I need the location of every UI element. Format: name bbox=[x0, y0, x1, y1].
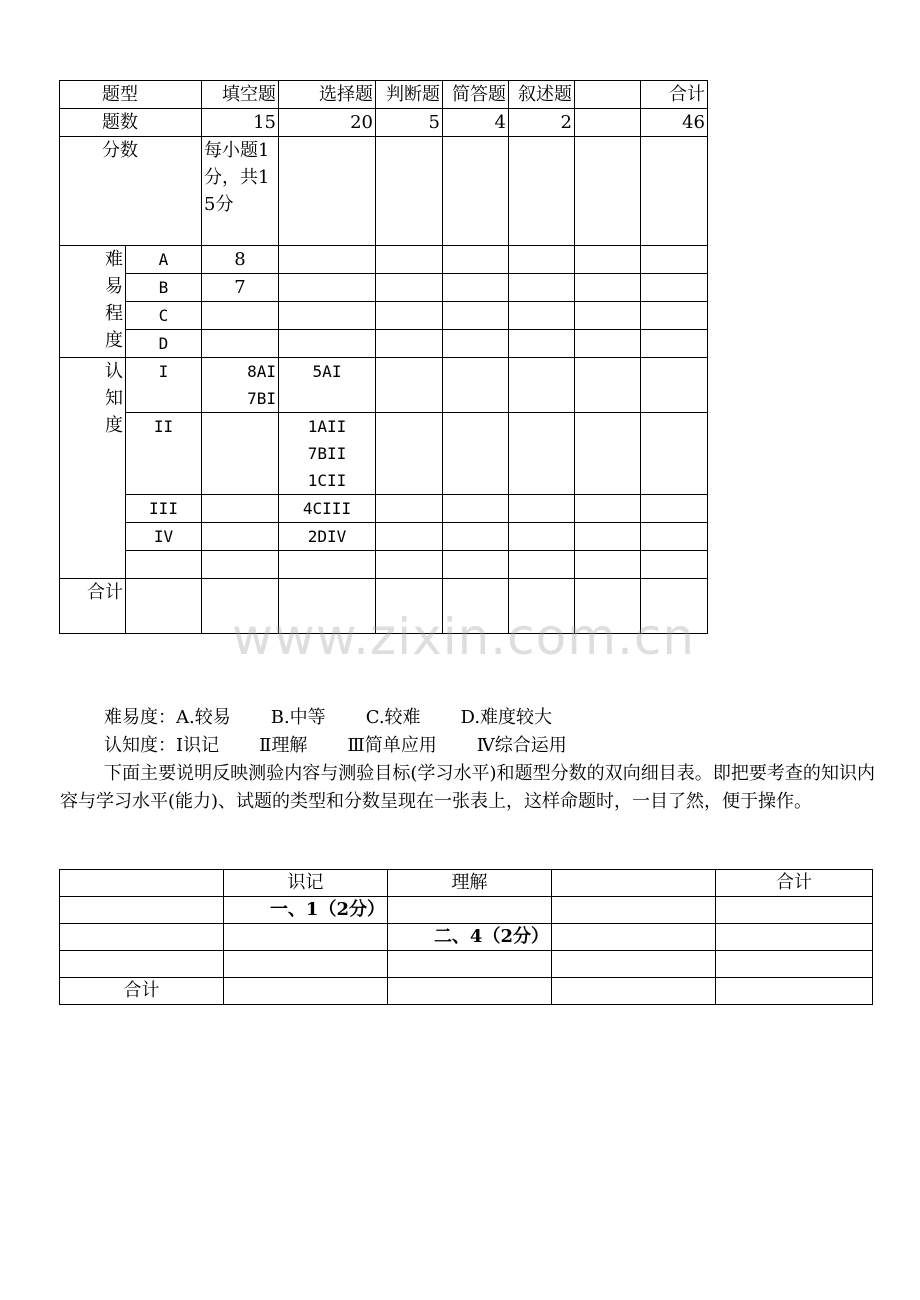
count-cell: 15 bbox=[202, 109, 279, 137]
empty-cell bbox=[376, 302, 443, 330]
table-row bbox=[60, 897, 873, 924]
difficulty-row bbox=[60, 274, 708, 302]
empty-cell bbox=[509, 413, 575, 495]
empty-cell bbox=[509, 579, 575, 634]
empty-cell bbox=[443, 523, 509, 551]
difficulty-row bbox=[60, 302, 708, 330]
header-total: 合计 bbox=[716, 870, 873, 897]
difficulty-label: 难易程度 bbox=[60, 246, 126, 358]
legend-item: Ⅰ识记 bbox=[176, 735, 220, 756]
cognition-row bbox=[60, 358, 708, 413]
empty-cell bbox=[575, 551, 641, 579]
cognition-legend-prefix: 认知度： bbox=[104, 735, 176, 756]
empty-cell bbox=[60, 897, 224, 924]
difficulty-fill: 7 bbox=[202, 274, 279, 302]
empty-cell bbox=[509, 358, 575, 413]
count-cell: 5 bbox=[376, 109, 443, 137]
empty-cell bbox=[641, 523, 708, 551]
cognition-level: II bbox=[126, 413, 202, 495]
cognition-row bbox=[60, 413, 708, 495]
item-cell: 二、4（2分） bbox=[388, 924, 552, 951]
empty-cell bbox=[509, 137, 575, 246]
difficulty-level: B bbox=[126, 274, 202, 302]
empty-cell bbox=[509, 551, 575, 579]
header-cell bbox=[60, 870, 224, 897]
empty-cell bbox=[388, 951, 552, 978]
empty-cell bbox=[509, 246, 575, 274]
difficulty-legend bbox=[60, 704, 875, 732]
empty-cell bbox=[376, 413, 443, 495]
empty-cell bbox=[509, 523, 575, 551]
header-cell bbox=[552, 870, 716, 897]
empty-cell bbox=[279, 137, 376, 246]
header-row bbox=[60, 81, 708, 109]
empty-cell bbox=[509, 495, 575, 523]
score-row bbox=[60, 137, 708, 246]
empty-cell bbox=[443, 551, 509, 579]
cognition-legend bbox=[60, 732, 875, 760]
empty-cell bbox=[279, 330, 376, 358]
cognition-level: IV bbox=[126, 523, 202, 551]
legend-item: Ⅳ综合运用 bbox=[476, 735, 567, 756]
empty-cell bbox=[443, 137, 509, 246]
empty-cell bbox=[60, 951, 224, 978]
count-cell: 2 bbox=[509, 109, 575, 137]
empty-cell bbox=[388, 978, 552, 1005]
empty-cell bbox=[641, 413, 708, 495]
empty-cell bbox=[443, 495, 509, 523]
count-cell: 4 bbox=[443, 109, 509, 137]
difficulty-legend-prefix: 难易度： bbox=[104, 707, 176, 728]
header-narrative: 叙述题 bbox=[509, 81, 575, 109]
empty-cell bbox=[575, 579, 641, 634]
table-row bbox=[60, 951, 873, 978]
empty-cell bbox=[575, 358, 641, 413]
difficulty-fill: 8 bbox=[202, 246, 279, 274]
legend-item: C.较难 bbox=[365, 707, 421, 728]
empty-cell bbox=[60, 924, 224, 951]
count-cell: 20 bbox=[279, 109, 376, 137]
empty-cell bbox=[641, 579, 708, 634]
header-total: 合计 bbox=[641, 81, 708, 109]
empty-cell bbox=[126, 579, 202, 634]
cognition-choice: 5AI bbox=[279, 358, 376, 413]
empty-cell bbox=[279, 274, 376, 302]
score-label: 分数 bbox=[60, 137, 202, 246]
empty-cell bbox=[376, 495, 443, 523]
empty-cell bbox=[126, 551, 202, 579]
empty-cell bbox=[202, 579, 279, 634]
header-empty bbox=[575, 81, 641, 109]
counts-label: 题数 bbox=[60, 109, 202, 137]
empty-cell bbox=[575, 137, 641, 246]
empty-cell bbox=[443, 330, 509, 358]
difficulty-level: C bbox=[126, 302, 202, 330]
cognition-choice: 2DIV bbox=[279, 523, 376, 551]
cognition-fill bbox=[202, 523, 279, 551]
cognition-choice: 4CIII bbox=[279, 495, 376, 523]
cognition-choice: 1AII 7BII 1CII bbox=[279, 413, 376, 495]
empty-cell bbox=[716, 978, 873, 1005]
empty-cell bbox=[509, 330, 575, 358]
empty-cell bbox=[509, 302, 575, 330]
empty-cell bbox=[376, 246, 443, 274]
empty-cell bbox=[509, 274, 575, 302]
explanation-paragraph: 下面主要说明反映测验内容与测验目标(学习水平)和题型分数的双向细目表。即把要考查的知识内容与学习水平(能力)、试题的类型和分数呈现在一张表上，这样命题时，一目了然，便于操作。 bbox=[60, 763, 875, 812]
empty-cell bbox=[716, 924, 873, 951]
header-understand: 理解 bbox=[388, 870, 552, 897]
empty-cell bbox=[641, 495, 708, 523]
empty-cell bbox=[279, 579, 376, 634]
header-short-answer: 简答题 bbox=[443, 81, 509, 109]
empty-cell bbox=[224, 951, 388, 978]
legend-item: Ⅲ简单应用 bbox=[347, 735, 437, 756]
difficulty-fill bbox=[202, 302, 279, 330]
empty-cell bbox=[279, 302, 376, 330]
empty-cell bbox=[575, 523, 641, 551]
header-question-type: 题型 bbox=[60, 81, 202, 109]
empty-cell bbox=[641, 551, 708, 579]
empty-cell bbox=[552, 897, 716, 924]
notes-section bbox=[60, 704, 875, 816]
empty-cell bbox=[575, 413, 641, 495]
empty-cell bbox=[376, 274, 443, 302]
empty-cell bbox=[716, 951, 873, 978]
empty-cell bbox=[224, 978, 388, 1005]
cognition-fill bbox=[202, 495, 279, 523]
legend-item: A.较易 bbox=[176, 707, 231, 728]
header-choice: 选择题 bbox=[279, 81, 376, 109]
empty-cell bbox=[575, 246, 641, 274]
cognition-row bbox=[60, 551, 708, 579]
empty-cell bbox=[376, 330, 443, 358]
empty-cell bbox=[552, 978, 716, 1005]
difficulty-level: A bbox=[126, 246, 202, 274]
two-way-specification-table bbox=[59, 869, 873, 1005]
empty-cell bbox=[641, 302, 708, 330]
watermark: www.zixin.com.cn bbox=[232, 608, 696, 666]
cognition-level: I bbox=[126, 358, 202, 413]
empty-cell bbox=[575, 302, 641, 330]
empty-cell bbox=[376, 137, 443, 246]
legend-item: D.难度较大 bbox=[460, 707, 553, 728]
cognition-fill: 8AI 7BI bbox=[202, 358, 279, 413]
count-cell bbox=[575, 109, 641, 137]
empty-cell bbox=[443, 302, 509, 330]
empty-cell bbox=[443, 246, 509, 274]
empty-cell bbox=[552, 951, 716, 978]
score-fill-blank: 每小题1分，共15分 bbox=[202, 137, 279, 246]
empty-cell bbox=[641, 274, 708, 302]
difficulty-level: D bbox=[126, 330, 202, 358]
cognition-fill bbox=[202, 413, 279, 495]
empty-cell bbox=[388, 897, 552, 924]
empty-cell bbox=[376, 358, 443, 413]
empty-cell bbox=[641, 330, 708, 358]
empty-cell bbox=[641, 137, 708, 246]
empty-cell bbox=[552, 924, 716, 951]
empty-cell bbox=[202, 551, 279, 579]
header-fill-blank: 填空题 bbox=[202, 81, 279, 109]
difficulty-row bbox=[60, 246, 708, 274]
counts-row bbox=[60, 109, 708, 137]
legend-item: Ⅱ理解 bbox=[259, 735, 308, 756]
empty-cell bbox=[443, 413, 509, 495]
empty-cell bbox=[279, 551, 376, 579]
empty-cell bbox=[575, 330, 641, 358]
empty-cell bbox=[716, 897, 873, 924]
empty-cell bbox=[279, 246, 376, 274]
item-cell: 一、1（2分） bbox=[224, 897, 388, 924]
header-row bbox=[60, 870, 873, 897]
count-cell: 46 bbox=[641, 109, 708, 137]
cognition-row bbox=[60, 495, 708, 523]
difficulty-fill bbox=[202, 330, 279, 358]
empty-cell bbox=[575, 495, 641, 523]
difficulty-row bbox=[60, 330, 708, 358]
total-row bbox=[60, 579, 708, 634]
empty-cell bbox=[376, 579, 443, 634]
empty-cell bbox=[641, 358, 708, 413]
cognition-level: III bbox=[126, 495, 202, 523]
empty-cell bbox=[443, 358, 509, 413]
empty-cell bbox=[376, 551, 443, 579]
empty-cell bbox=[575, 274, 641, 302]
total-label: 合计 bbox=[60, 579, 126, 634]
header-recall: 识记 bbox=[224, 870, 388, 897]
header-judgement: 判断题 bbox=[376, 81, 443, 109]
total-label: 合计 bbox=[60, 978, 224, 1005]
empty-cell bbox=[443, 274, 509, 302]
total-row bbox=[60, 978, 873, 1005]
empty-cell bbox=[376, 523, 443, 551]
empty-cell bbox=[443, 579, 509, 634]
table-row bbox=[60, 924, 873, 951]
cognition-row bbox=[60, 523, 708, 551]
empty-cell bbox=[224, 924, 388, 951]
test-specification-table bbox=[59, 80, 708, 634]
cognition-label: 认知度 bbox=[60, 358, 126, 579]
legend-item: B.中等 bbox=[270, 707, 326, 728]
empty-cell bbox=[641, 246, 708, 274]
